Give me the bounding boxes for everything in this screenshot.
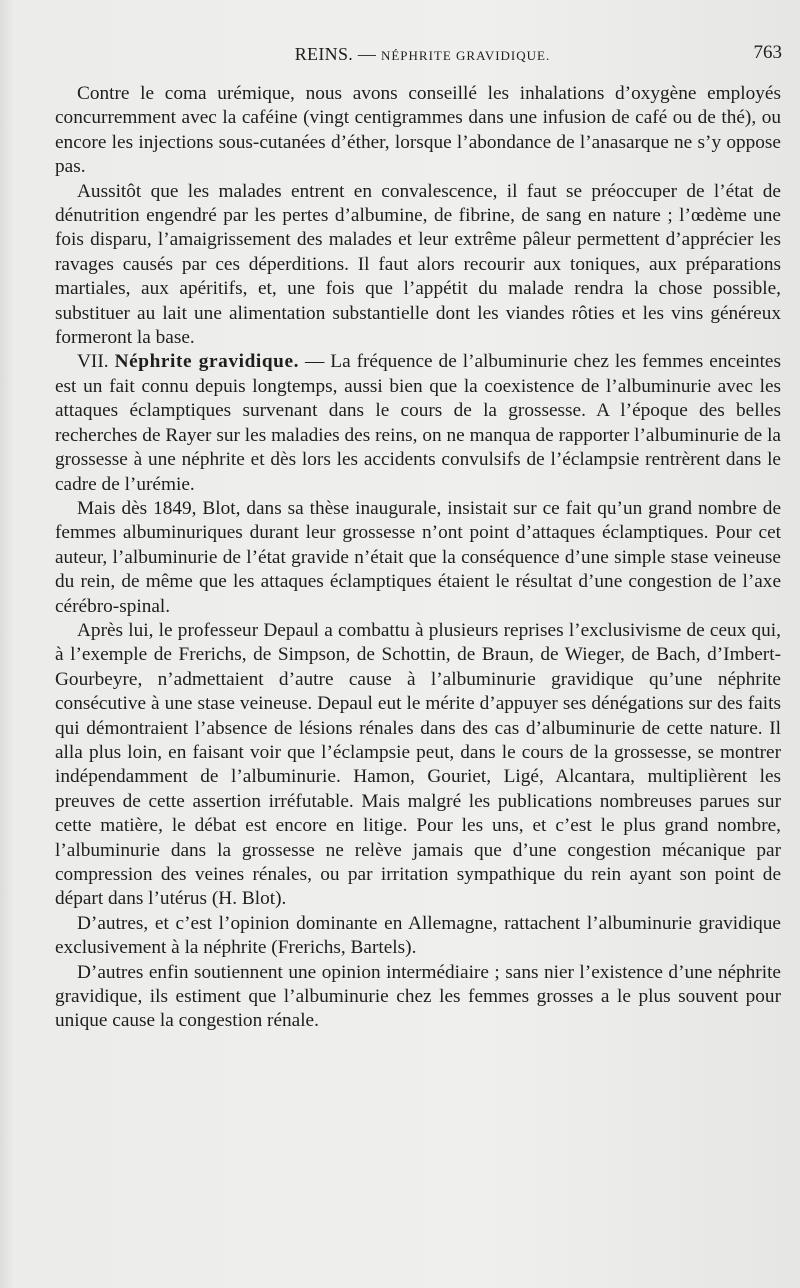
running-title-subtitle: NÉPHRITE GRAVIDIQUE. <box>380 48 551 63</box>
paragraph-coma-uremique: Contre le coma urémique, nous avons conseillé les inhalations d’oxygène employés concurremment avec la caféine (vingt centigrammes dans une infusion de café ou de thé), ou encore les injections sous-cutanées d’éther, lorsque l’abondance de l’anasarque ne s’y oppose pas. <box>55 83 781 178</box>
section-number: VII. <box>77 351 109 373</box>
paragraph-opinion-intermediaire: D’autres enfin soutiennent une opinion intermédiaire ; sans nier l’existence d’une néphrite gravidique, ils estiment que l’albuminurie chez les femmes grosses a le plus souvent pour unique cause la congestion rénale. <box>55 961 781 1032</box>
paragraph-blot-1849: Mais dès 1849, Blot, dans sa thèse inaugurale, insistait sur ce fait qu’un grand nombre de femmes albuminuriques durant leur grossesse n’ont point d’attaques éclamptiques. Pour cet auteur, l’albuminurie de l’état gravide n’était que la conséquence d’une simple stase veineuse du rein, de même que les attaques éclamptiques étaient le résultat d’une congestion de l’axe cérébro-spinal. <box>55 497 781 617</box>
body-text <box>55 82 781 1034</box>
section-vii-paragraph <box>55 350 781 496</box>
running-header <box>55 38 790 70</box>
running-title-main: REINS. — <box>294 44 377 64</box>
paragraph-convalescence: Aussitôt que les malades entrent en convalescence, il faut se préoccuper de l’état de dénutrition engendré par les pertes d’albumine, de fibrine, de sang en nature ; l’œdème une fois disparu, l’amaigrissement des malades et leur extrême pâleur permettent d’apprécier les ravages causés par ces déperditions. Il faut alors recourir aux toniques, aux préparations martiales, aux apéritifs, et, une fois que l’appétit du malade rendra la chose possible, substituer au lait une alimentation substantielle dont les viandes rôties et les vins généreux formeront la base. <box>55 180 781 349</box>
paragraph-allemagne: D’autres, et c’est l’opinion dominante en Allemagne, rattachent l’albuminurie gravidique exclusivement à la néphrite (Frerichs, Bartels). <box>55 912 781 959</box>
section-heading: Néphrite gravidique. <box>114 351 300 373</box>
page-number: 763 <box>753 42 782 63</box>
running-title <box>55 44 790 65</box>
paragraph-depaul: Après lui, le professeur Depaul a combattu à plusieurs reprises l’exclusivisme de ceux qui, à l’exemple de Frerichs, de Simpson, de Schottin, de Braun, de Wieger, de Bach, d’Imbert-Gourbeyre, n’admettaient d’autre cause à l’albuminurie gravidique qu’une néphrite consécutive à une stase veineuse. Depaul eut le mérite d’appuyer ses dénégations sur des faits qui démontraient l’absence de lésions rénales dans des cas d’albuminurie de cette nature. Il alla plus loin, en faisant voir que l’éclampsie peut, dans le cours de la grossesse, se montrer indépendamment de l’albuminurie. Hamon, Gouriet, Ligé, Alcantara, multiplièrent les preuves de cette assertion irréfutable. Mais malgré les publications nombreuses parues sur cette matière, le débat est encore en litige. Pour les uns, et c’est le plus grand nombre, l’albuminurie dans la grossesse ne relève jamais que d’une congestion mécanique par compression des veines rénales, ou par irritation sympathique du rein ayant son point de départ dans l’utérus (H. Blot). <box>55 619 781 910</box>
section-lead-text: — La fréquence de l’albuminurie chez les femmes enceintes est un fait connu depuis longtemps, aussi bien que la coexistence de l’albuminurie avec les attaques éclamptiques survenant dans le cours de la grossesse. A l’époque des belles recherches de Rayer sur les maladies des reins, on ne manqua de rapporter l’albuminurie de la grossesse à une néphrite et dès lors les accidents convulsifs de l’éclampsie rentrèrent dans le cadre de l’urémie. <box>55 351 781 495</box>
